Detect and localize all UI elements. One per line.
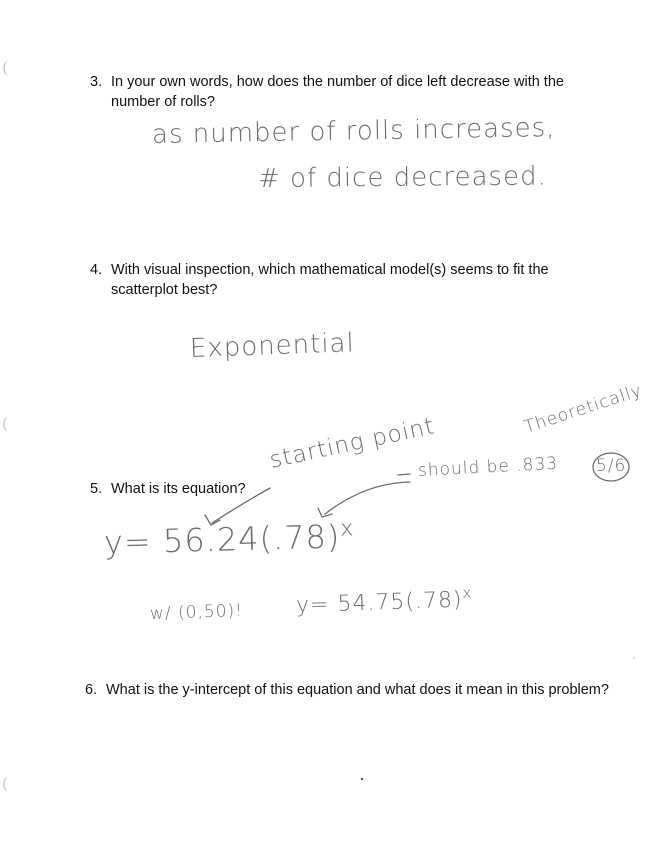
scan-edge-mark: ( xyxy=(2,414,9,433)
scan-speck xyxy=(361,778,363,780)
q4-answer: Exponential xyxy=(189,328,356,364)
fraction-note: 5/6 xyxy=(596,456,627,476)
should-be-note: should be .833 xyxy=(417,453,559,481)
question-number: 5. xyxy=(90,481,103,497)
question-text: In your own words, how does the number of dice left decrease with the number of rolls? xyxy=(111,74,564,110)
question-number: 3. xyxy=(90,74,103,90)
equation-alt-prefix: w/ (0,50)! xyxy=(149,600,244,624)
scan-speck xyxy=(633,657,635,659)
starting-point-note: starting point xyxy=(267,413,438,474)
q3-answer-line-2: # of dice decreased. xyxy=(257,161,547,194)
equation-main-exponent: x xyxy=(339,515,355,542)
equation-alt xyxy=(296,584,474,618)
question-4 xyxy=(90,260,615,300)
arrow-to-base xyxy=(325,482,410,514)
question-6 xyxy=(85,680,610,700)
equation-main xyxy=(103,515,355,561)
question-3 xyxy=(90,72,610,112)
question-text: What is its equation? xyxy=(111,481,246,497)
question-number: 4. xyxy=(90,262,103,278)
equation-main-body: y= 56.24(.78) xyxy=(103,517,341,562)
question-text: With visual inspection, which mathematical model(s) seems to fit the scatterplot best? xyxy=(111,262,549,298)
question-number: 6. xyxy=(85,682,98,698)
equation-alt-exponent: x xyxy=(461,583,473,603)
scan-edge-mark: ( xyxy=(2,58,9,77)
scan-edge-mark: ( xyxy=(2,774,9,793)
question-text: What is the y-intercept of this equation and what does it mean in this problem? xyxy=(106,682,609,698)
q3-answer-line-1: as number of rolls increases, xyxy=(151,112,556,150)
theoretically-note: Theoretically xyxy=(521,380,645,438)
question-5 xyxy=(90,479,290,499)
equation-alt-body: y= 54.75(.78) xyxy=(295,587,463,619)
